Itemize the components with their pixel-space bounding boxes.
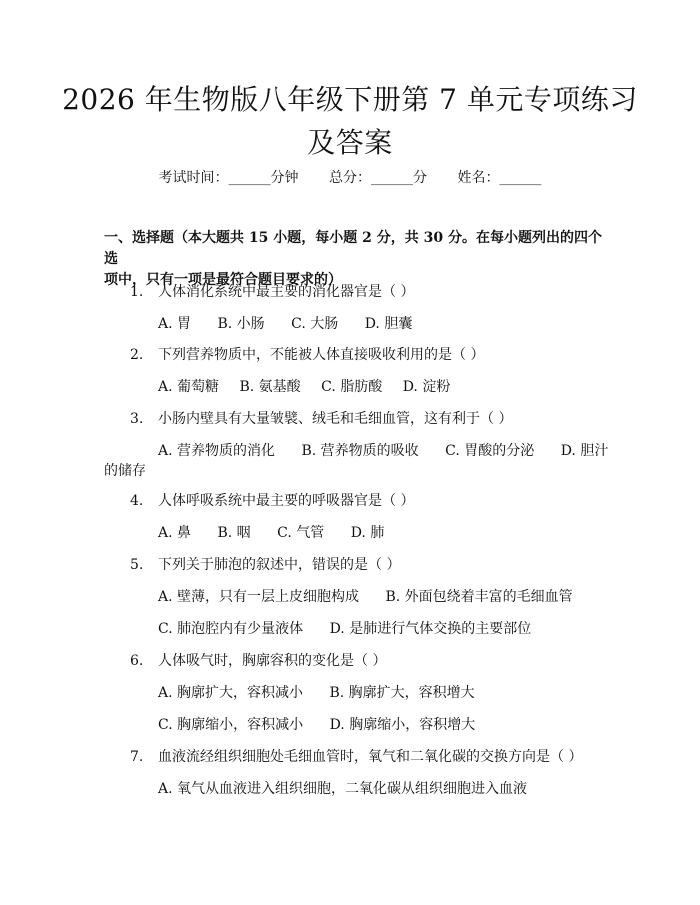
- question-6-options-row-1: [158, 683, 497, 703]
- option-c: C. 胸廓缩小，容积减小: [158, 717, 304, 733]
- question-text: 下列关于肺泡的叙述中，错误的是（ ）: [158, 557, 401, 573]
- option-c: C. 胃酸的分泌: [445, 443, 535, 459]
- time-unit: 分钟: [270, 170, 299, 186]
- question-number: 5.: [130, 557, 144, 573]
- option-d: D. 是肺进行气体交换的主要部位: [329, 621, 532, 637]
- option-c: C. 脂肪酸: [321, 379, 383, 395]
- option-a: A. 营养物质的消化: [158, 443, 276, 459]
- time-label: 考试时间：: [158, 170, 229, 186]
- option-c: C. 气管: [277, 525, 325, 541]
- document-title: [40, 78, 660, 164]
- option-d: D. 肺: [350, 525, 385, 541]
- question-number: 4.: [130, 493, 144, 509]
- option-a: A. 胃: [158, 316, 192, 332]
- option-d: D. 胆汁: [560, 443, 609, 459]
- question-5-options-row-1: [158, 587, 595, 607]
- question-number: 6.: [130, 653, 144, 669]
- option-d: D. 胆囊: [364, 316, 413, 332]
- name-label: 姓名：: [457, 170, 500, 186]
- question-number: 3.: [130, 411, 144, 427]
- option-a: A. 葡萄糖: [158, 379, 220, 395]
- question-6-options-row-2: [158, 715, 497, 735]
- option-a: A. 胸廓扩大，容积减小: [158, 685, 304, 701]
- score-blank: ______: [371, 170, 413, 186]
- option-b: B. 氨基酸: [239, 379, 301, 395]
- question-text: 人体呼吸系统中最主要的呼吸器官是（ ）: [158, 493, 415, 509]
- question-number: 1.: [130, 284, 144, 300]
- question-5-options-row-2: [158, 619, 553, 639]
- section-heading-line-2: 项中，只有一项是最符合题目要求的）: [104, 272, 342, 288]
- option-a: A. 氧气从血液进入组织细胞，二氧化碳从组织细胞进入血液: [158, 781, 528, 797]
- question-number: 7.: [130, 749, 144, 765]
- exam-info: [0, 168, 700, 188]
- option-d: D. 胸廓缩小，容积增大: [329, 717, 476, 733]
- question-text: 人体消化系统中最主要的消化器官是（ ）: [158, 284, 415, 300]
- question-text: 小肠内壁具有大量皱襞、绒毛和毛细血管，这有利于（ ）: [158, 411, 513, 427]
- option-c: C. 肺泡腔内有少量液体: [158, 621, 304, 637]
- score-unit: 分: [413, 170, 427, 186]
- question-2-options: [158, 377, 472, 397]
- option-d-continuation: 的储存: [104, 463, 146, 479]
- question-text: 血液流经组织细胞处毛细血管时，氧气和二氧化碳的交换方向是（ ）: [158, 749, 583, 765]
- option-a: A. 鼻: [158, 525, 192, 541]
- option-d: D. 淀粉: [402, 379, 451, 395]
- question-text: 下列营养物质中，不能被人体直接吸收利用的是（ ）: [158, 347, 485, 363]
- name-blank: ______: [499, 170, 542, 186]
- title-line-2: 及答案: [307, 126, 393, 159]
- time-blank: ______: [228, 170, 271, 186]
- option-b: B. 小肠: [217, 316, 265, 332]
- question-3-options: [158, 441, 608, 461]
- option-c: C. 大肠: [291, 316, 339, 332]
- section-heading-line-1: 一、选择题（本大题共 15 小题，每小题 2 分，共 30 分。在每小题列出的四个选: [104, 230, 602, 267]
- option-a: A. 壁薄，只有一层上皮细胞构成: [158, 589, 360, 605]
- option-b: B. 外面包绕着丰富的毛细血管: [385, 589, 573, 605]
- question-7-options-row-1: [158, 779, 549, 799]
- option-b: B. 胸廓扩大，容积增大: [329, 685, 475, 701]
- option-b: B. 营养物质的吸收: [301, 443, 419, 459]
- score-label: 总分：: [329, 170, 371, 186]
- question-text: 人体吸气时，胸廓容积的变化是（ ）: [158, 653, 387, 669]
- question-1-options: [158, 314, 434, 334]
- title-line-1: 2026 年生物版八年级下册第 7 单元专项练习: [62, 83, 638, 116]
- option-b: B. 咽: [217, 525, 251, 541]
- question-number: 2.: [130, 347, 144, 363]
- question-4-options: [158, 523, 406, 543]
